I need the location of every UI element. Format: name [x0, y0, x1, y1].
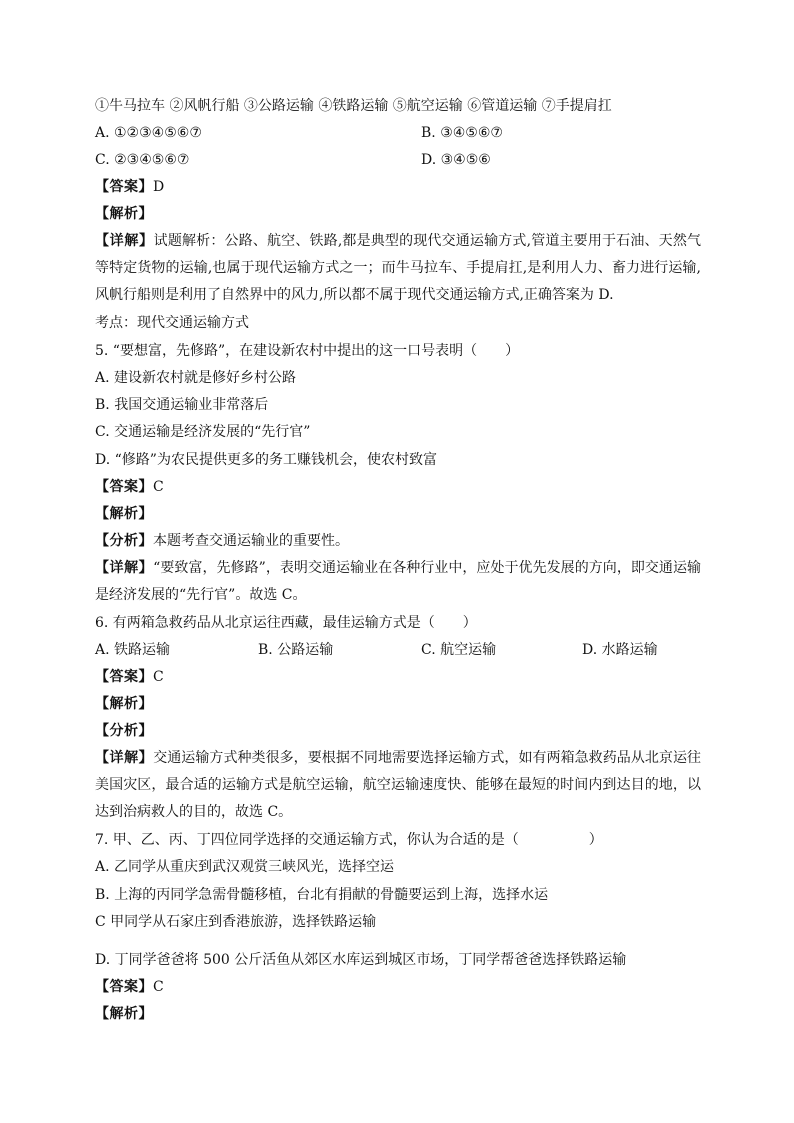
q4-option-c: C. ②③④⑤⑥⑦ [95, 152, 190, 168]
q4-answer-value: D [153, 179, 165, 195]
q5-answer-line [95, 478, 164, 496]
detail-tag: 【详解】 [95, 750, 154, 766]
q7-answer-line [95, 978, 164, 996]
answer-tag: 【答案】 [95, 979, 153, 995]
q7-option-b: B. 上海的丙同学急需骨髓移植，台北有捐献的骨髓要运到上海，选择水运 [95, 887, 549, 903]
q4-analysis-heading [95, 205, 153, 223]
q6-detail-paragraph [95, 745, 701, 826]
q5-stem: 5. “要想富，先修路”，在建设新农村中提出的这一口号表明（ ） [95, 343, 520, 359]
q5-fenxi-line [95, 532, 349, 550]
q5-answer-value: C [153, 479, 164, 495]
fenxi-tag: 【分析】 [95, 723, 153, 739]
q6-option-d: D. 水路运输 [582, 642, 658, 658]
q6-fenxi-heading [95, 722, 153, 740]
q7-analysis-heading [95, 1005, 153, 1023]
q4-detail-text: 试题解析：公路、航空、铁路,都是典型的现代交通运输方式,管道主要用于石油、天然气等特定货物的运输,也属于现代运输方式之一；而牛马拉车、手提肩扛,是利用人力、畜力进行运输,风帆行船则是利用了自然界中的风力,所以都不属于现代交通运输方式,正确答案为 D. [95, 233, 702, 303]
q5-analysis-heading [95, 505, 153, 523]
q7-option-d: D. 丁同学爸爸将 500 公斤活鱼从郊区水库运到城区市场，丁同学帮爸爸选择铁路运输 [95, 952, 627, 968]
analysis-tag: 【解析】 [95, 206, 153, 222]
q7-answer-value: C [153, 979, 164, 995]
q7-option-a: A. 乙同学从重庆到武汉观赏三峡风光，选择空运 [95, 859, 395, 875]
q5-detail-text: “要致富，先修路”，表明交通运输业在各种行业中，应处于优先发展的方向，即交通运输是经济发展的“先行官”。故选 C。 [95, 560, 702, 603]
q5-option-d: D. “修路”为农民提供更多的务工赚钱机会，使农村致富 [95, 452, 437, 468]
q4-items: ①牛马拉车 ②风帆行船 ③公路运输 ④铁路运输 ⑤航空运输 ⑥管道运输 ⑦手提肩扛 [95, 98, 612, 114]
q6-detail-text: 交通运输方式种类很多，要根据不同地需要选择运输方式，如有两箱急救药品从北京运往美国灾区，最合适的运输方式是航空运输，航空运输速度快、能够在最短的时间内到达目的地，以达到治病救人的目的，故选 C。 [95, 750, 702, 820]
q6-option-b: B. 公路运输 [258, 642, 334, 658]
detail-tag: 【详解】 [95, 560, 154, 576]
q4-option-b: B. ③④⑤⑥⑦ [421, 125, 503, 141]
q6-stem: 6. 有两箱急救药品从北京运往西藏，最佳运输方式是（ ） [95, 615, 477, 631]
q5-detail-paragraph [95, 555, 701, 609]
analysis-tag: 【解析】 [95, 506, 153, 522]
detail-tag: 【详解】 [95, 233, 154, 249]
q4-option-d: D. ③④⑤⑥ [421, 152, 491, 168]
answer-tag: 【答案】 [95, 669, 153, 685]
fenxi-tag: 【分析】 [95, 533, 153, 549]
answer-tag: 【答案】 [95, 179, 153, 195]
q7-option-c: C 甲同学从石家庄到香港旅游，选择铁路运输 [95, 914, 377, 930]
q4-answer-line [95, 178, 164, 196]
q6-option-a: A. 铁路运输 [95, 642, 171, 658]
q5-option-a: A. 建设新农村就是修好乡村公路 [95, 370, 297, 386]
q5-option-b: B. 我国交通运输业非常落后 [95, 397, 269, 413]
answer-tag: 【答案】 [95, 479, 153, 495]
q4-kaodian: 考点：现代交通运输方式 [95, 315, 249, 331]
analysis-tag: 【解析】 [95, 1006, 153, 1022]
q4-option-a: A. ①②③④⑤⑥⑦ [95, 125, 202, 141]
q7-stem: 7. 甲、乙、丙、丁四位同学选择的交通运输方式，你认为合适的是（ ） [95, 832, 603, 848]
q6-analysis-heading [95, 695, 153, 713]
analysis-tag: 【解析】 [95, 696, 153, 712]
q5-fenxi-text: 本题考查交通运输业的重要性。 [153, 533, 349, 549]
q6-answer-value: C [153, 669, 164, 685]
q5-option-c: C. 交通运输是经济发展的“先行官” [95, 424, 311, 440]
q4-detail-paragraph [95, 228, 701, 309]
q6-option-c: C. 航空运输 [421, 642, 497, 658]
q6-answer-line [95, 668, 164, 686]
